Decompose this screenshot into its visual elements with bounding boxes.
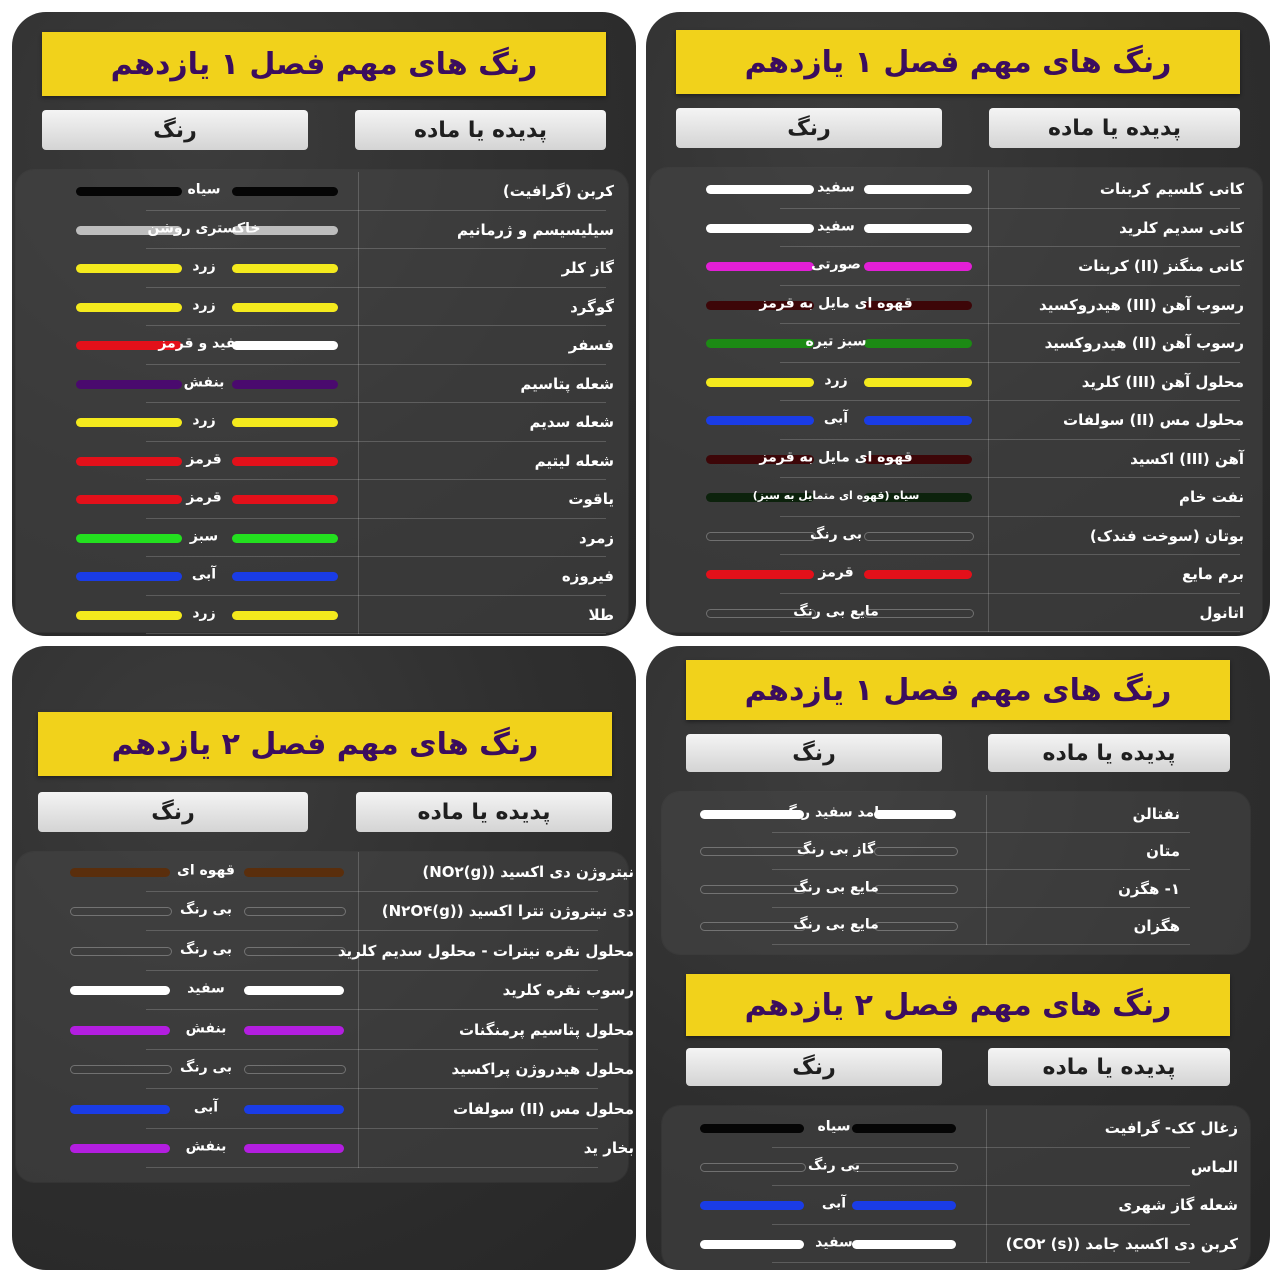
substance-name: الماس [1190, 1157, 1238, 1176]
color-label: زرد [192, 258, 216, 275]
table-row [662, 1225, 1250, 1264]
color-label: سفید [817, 179, 855, 196]
color-swatch-bar [700, 1163, 806, 1172]
table-row [16, 519, 628, 558]
color-swatch-bar [700, 1240, 804, 1249]
column-divider [988, 324, 989, 363]
substance-name: آهن (III) اکسید [1130, 449, 1244, 468]
color-swatch-bar [706, 532, 816, 541]
color-label: بنفش [185, 1020, 227, 1037]
substance-name: کانی کلسیم کربنات [1099, 180, 1244, 199]
color-label: سیاه (قهوه ای متمایل به سبز) [752, 489, 920, 503]
table-row [650, 440, 1262, 479]
column-divider [986, 833, 987, 871]
table-row [16, 326, 628, 365]
header-substance: پدیده یا ماده [356, 792, 612, 832]
table-row [16, 1089, 634, 1129]
column-divider [358, 172, 359, 211]
color-label: سفید و قرمز [158, 335, 250, 352]
substance-name: کانی منگنز (II) کربنات [1078, 257, 1244, 276]
color-swatch-bar [232, 611, 338, 620]
row-divider [780, 631, 1240, 632]
substance-name: رسوب آهن (II) هیدروکسید [1044, 334, 1244, 353]
color-swatch-bar [70, 947, 172, 956]
substance-name: کانی سدیم کلرید [1119, 218, 1244, 237]
table-row [16, 249, 628, 288]
column-divider [988, 286, 989, 325]
table-row [650, 401, 1262, 440]
color-label: آبی [191, 566, 217, 583]
color-swatch-bar [864, 262, 972, 271]
color-label: بنفش [185, 1138, 227, 1155]
color-label: سیاه [817, 1118, 851, 1135]
column-divider [358, 519, 359, 558]
column-divider [986, 870, 987, 908]
column-divider [986, 1148, 987, 1187]
color-label: قرمز [186, 451, 222, 468]
color-label: صورتی [811, 256, 861, 273]
header-color: رنگ [686, 1048, 942, 1086]
color-label: سفید [817, 218, 855, 235]
color-swatch-bar [76, 418, 182, 427]
column-divider [988, 440, 989, 479]
substance-name: گوگرد [570, 297, 614, 316]
table-row [650, 517, 1262, 556]
color-label: سبز تیره [805, 333, 867, 350]
column-divider [988, 594, 989, 633]
table-row [662, 1148, 1250, 1187]
color-swatch-bar [70, 1026, 170, 1035]
table-row [662, 908, 1250, 946]
substance-name: ۱- هگزن [1118, 879, 1180, 898]
color-swatch-bar [76, 264, 182, 273]
substance-name: شعله گاز شهری [1118, 1196, 1238, 1215]
header-substance: پدیده یا ماده [355, 110, 606, 150]
header-substance: پدیده یا ماده [988, 734, 1230, 772]
color-swatch-bar [232, 534, 338, 543]
column-divider [358, 288, 359, 327]
color-label: زرد [824, 372, 848, 389]
color-swatch-bar [244, 868, 344, 877]
color-swatch-bar [232, 572, 338, 581]
color-label: قهوه ای مایل به قرمز [759, 295, 913, 312]
color-swatch-bar [70, 907, 172, 916]
color-swatch-bar [70, 986, 170, 995]
card-chapter1-minerals [646, 12, 1270, 636]
color-label: سفید [187, 980, 225, 997]
column-divider [988, 555, 989, 594]
table-row [662, 833, 1250, 871]
color-swatch-bar [700, 847, 806, 856]
column-divider [988, 478, 989, 517]
color-swatch-bar [864, 532, 974, 541]
table-row [16, 1129, 634, 1169]
substance-name: محلول مس (II) سولفات [453, 1099, 634, 1118]
column-divider [986, 1225, 987, 1264]
substance-name: سیلیسیسم و ژرمانیم [456, 220, 614, 239]
substance-name: فسفر [568, 336, 614, 355]
table-row [16, 480, 628, 519]
table-row [16, 365, 628, 404]
color-swatch-bar [700, 1201, 804, 1210]
column-divider [358, 971, 359, 1011]
color-label: بی رنگ [180, 1059, 232, 1076]
column-divider [358, 403, 359, 442]
substance-name: اتانول [1199, 603, 1244, 622]
column-divider [358, 480, 359, 519]
color-table [650, 168, 1262, 632]
substance-name: شعله پتاسیم [520, 374, 614, 393]
row-divider [146, 633, 606, 634]
substance-name: طلا [588, 605, 614, 624]
column-divider [358, 1050, 359, 1090]
column-divider [358, 557, 359, 596]
color-label: بی رنگ [808, 1157, 860, 1174]
color-swatch-bar [70, 868, 170, 877]
substance-name: رسوب نقره کلرید [502, 981, 634, 1000]
table-row [16, 1050, 634, 1090]
table-row [16, 403, 628, 442]
panel-title: رنگ های مهم فصل ۱ یازدهم [676, 30, 1240, 94]
color-swatch-bar [700, 885, 806, 894]
color-swatch-bar [232, 495, 338, 504]
column-divider [358, 1089, 359, 1129]
panel-title: رنگ های مهم فصل ۱ یازدهم [42, 32, 606, 96]
header-color: رنگ [676, 108, 942, 148]
panel-title: رنگ های مهم فصل ۱ یازدهم [686, 660, 1230, 720]
color-swatch-bar [864, 570, 972, 579]
color-swatch-bar [70, 1065, 172, 1074]
card-chapter2 [12, 646, 636, 1270]
color-table [16, 852, 634, 1182]
color-label: قهوه ای [177, 862, 235, 879]
color-swatch-bar [864, 609, 974, 618]
table-row [650, 594, 1262, 633]
column-divider [358, 249, 359, 288]
row-divider [772, 1262, 1190, 1263]
color-swatch-bar [864, 339, 972, 348]
substance-name: متان [1146, 842, 1180, 861]
color-label: مایع بی رنگ [793, 879, 879, 896]
substance-name: کربن (گرافیت) [502, 182, 614, 201]
color-swatch-bar [244, 986, 344, 995]
column-divider [358, 852, 359, 892]
color-label: گاز بی رنگ [796, 841, 876, 858]
color-swatch-bar [232, 380, 338, 389]
column-divider [358, 892, 359, 932]
substance-name: رسوب آهن (III) هیدروکسید [1039, 295, 1244, 314]
color-label: آبی [193, 1099, 219, 1116]
table-row [662, 1186, 1250, 1225]
table-row [650, 247, 1262, 286]
substance-name: کربن دی اکسید جامد (CO۲ (s)) [1005, 1234, 1238, 1253]
column-divider [358, 1010, 359, 1050]
column-divider [358, 442, 359, 481]
table-row [662, 1109, 1250, 1148]
color-swatch-bar [232, 303, 338, 312]
color-swatch-bar [706, 416, 814, 425]
table-row [662, 795, 1250, 833]
table-row [16, 892, 634, 932]
table-row [16, 211, 628, 250]
column-divider [358, 326, 359, 365]
header-color: رنگ [38, 792, 308, 832]
table-row [16, 288, 628, 327]
color-swatch-bar [76, 611, 182, 620]
substance-name: یاقوت [568, 490, 614, 509]
color-swatch-bar [874, 922, 958, 931]
color-swatch-bar [700, 1124, 804, 1133]
color-swatch-bar [70, 1105, 170, 1114]
table-row [16, 1010, 634, 1050]
table-row [16, 442, 628, 481]
table-row [650, 170, 1262, 209]
column-divider [988, 517, 989, 556]
color-swatch-bar [864, 224, 972, 233]
substance-name: گاز کلر [561, 259, 614, 278]
color-swatch-bar [232, 264, 338, 273]
color-swatch-bar [864, 416, 972, 425]
color-swatch-bar [232, 187, 338, 196]
column-divider [988, 247, 989, 286]
header-color: رنگ [42, 110, 308, 150]
color-table [662, 1106, 1250, 1270]
color-label: قرمز [186, 489, 222, 506]
substance-name: شعله لیتیم [534, 451, 614, 470]
card-chapter1-elements [12, 12, 636, 636]
color-label: زرد [192, 605, 216, 622]
substance-name: زغال کک- گرافیت [1104, 1119, 1238, 1138]
color-swatch-bar [76, 534, 182, 543]
color-table [16, 170, 628, 632]
color-swatch-bar [852, 1240, 956, 1249]
substance-name: زمرد [579, 528, 614, 547]
color-swatch-bar [244, 1144, 344, 1153]
table-row [16, 852, 634, 892]
header-substance: پدیده یا ماده [988, 1048, 1230, 1086]
color-table [662, 792, 1250, 954]
table-row [650, 286, 1262, 325]
column-divider [358, 596, 359, 635]
color-swatch-bar [700, 922, 806, 931]
color-label: جامد سفید رنگ [782, 804, 890, 821]
table-row [16, 172, 628, 211]
color-label: مایع بی رنگ [793, 603, 879, 620]
substance-name: برم مایع [1182, 565, 1244, 584]
column-divider [358, 365, 359, 404]
color-swatch-bar [244, 1026, 344, 1035]
panel-title: رنگ های مهم فصل ۲ یازدهم [38, 712, 612, 776]
column-divider [986, 1186, 987, 1225]
color-swatch-bar [76, 380, 182, 389]
header-color: رنگ [686, 734, 942, 772]
row-divider [146, 1167, 598, 1168]
color-swatch-bar [244, 1065, 346, 1074]
table-row [662, 870, 1250, 908]
color-label: زرد [192, 297, 216, 314]
color-swatch-bar [706, 339, 814, 348]
color-label: آبی [821, 1195, 847, 1212]
color-swatch-bar [70, 1144, 170, 1153]
color-swatch-bar [244, 947, 346, 956]
color-swatch-bar [864, 185, 972, 194]
column-divider [988, 209, 989, 248]
substance-name: محلول پتاسیم پرمنگنات [458, 1020, 634, 1039]
color-label: خاکستری روشن [147, 220, 261, 237]
color-swatch-bar [232, 457, 338, 466]
substance-name: محلول مس (II) سولفات [1063, 411, 1244, 430]
substance-name: دی نیتروژن تترا اکسید (N۲O۴(g)) [381, 902, 634, 921]
color-label: سبز [189, 528, 219, 545]
column-divider [986, 795, 987, 833]
substance-name: بخار ید [583, 1139, 634, 1158]
substance-name: محلول نقره نیترات - محلول سدیم کلرید [337, 941, 634, 960]
substance-name: محلول آهن (III) کلرید [1081, 372, 1244, 391]
color-label: قهوه ای مایل به قرمز [759, 449, 913, 466]
column-divider [986, 908, 987, 946]
color-swatch-bar [874, 847, 958, 856]
color-label: زرد [192, 412, 216, 429]
column-divider [988, 170, 989, 209]
color-label: بنفش [183, 374, 225, 391]
substance-name: نفتالن [1132, 804, 1180, 823]
substance-name: نیتروژن دی اکسید (NO۲(g)) [422, 862, 634, 881]
color-swatch-bar [232, 418, 338, 427]
substance-name: نفت خام [1179, 488, 1244, 507]
substance-name: محلول هیدروژن پراکسید [451, 1060, 634, 1079]
card-chapter1-2-organic [646, 646, 1270, 1270]
color-label: بی رنگ [180, 941, 232, 958]
column-divider [358, 1129, 359, 1169]
color-label: بی رنگ [810, 526, 862, 543]
color-label: بی رنگ [180, 901, 232, 918]
table-row [16, 596, 628, 635]
color-label: سیاه [187, 181, 221, 198]
table-row [650, 209, 1262, 248]
table-row [650, 478, 1262, 517]
color-swatch-bar [874, 885, 958, 894]
color-swatch-bar [706, 185, 814, 194]
table-row [16, 971, 634, 1011]
substance-name: بوتان (سوخت فندک) [1089, 526, 1244, 545]
color-label: قرمز [818, 564, 854, 581]
color-label: سفید [815, 1234, 853, 1251]
color-swatch-bar [706, 570, 814, 579]
table-row [16, 931, 634, 971]
table-row [650, 324, 1262, 363]
color-label: مایع بی رنگ [793, 916, 879, 933]
color-swatch-bar [244, 907, 346, 916]
column-divider [986, 1109, 987, 1148]
header-substance: پدیده یا ماده [989, 108, 1240, 148]
color-swatch-bar [244, 1105, 344, 1114]
color-swatch-bar [706, 262, 814, 271]
table-row [16, 557, 628, 596]
color-swatch-bar [852, 1163, 958, 1172]
color-swatch-bar [76, 457, 182, 466]
panel-title: رنگ های مهم فصل ۲ یازدهم [686, 974, 1230, 1036]
color-swatch-bar [76, 303, 182, 312]
color-swatch-bar [852, 1201, 956, 1210]
color-swatch-bar [864, 378, 972, 387]
color-swatch-bar [76, 572, 182, 581]
table-row [650, 363, 1262, 402]
color-swatch-bar [852, 1124, 956, 1133]
color-swatch-bar [706, 378, 814, 387]
substance-name: فیروزه [561, 567, 614, 586]
substance-name: شعله سدیم [529, 413, 614, 432]
color-swatch-bar [706, 224, 814, 233]
color-swatch-bar [76, 495, 182, 504]
table-row [650, 555, 1262, 594]
color-label: آبی [823, 410, 849, 427]
column-divider [358, 211, 359, 250]
column-divider [988, 401, 989, 440]
substance-name: هگزان [1133, 917, 1180, 936]
row-divider [772, 944, 1190, 945]
column-divider [988, 363, 989, 402]
color-swatch-bar [76, 187, 182, 196]
